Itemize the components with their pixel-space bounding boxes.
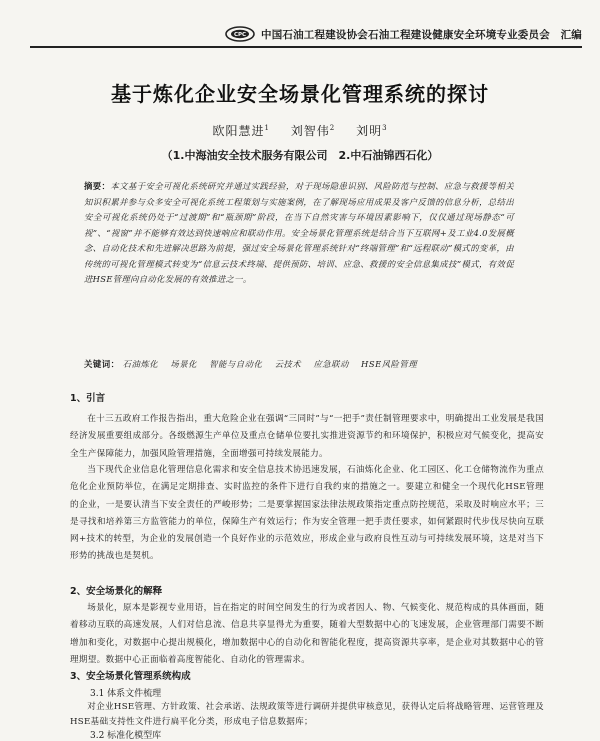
keyword: 智能与自动化 bbox=[209, 359, 263, 369]
author-affiliation-mark: 3 bbox=[382, 124, 388, 132]
keyword: HSE风险管理 bbox=[361, 359, 418, 369]
abstract-text: 本文基于安全可视化系统研究并通过实践经验，对于现场隐患识别、风险防范与控制、应急与救援等相关知识积累并参与众多安全可视化系统工程策划与实施案例，在了解现场应用成果及客户反馈的信息分析，总结出安全可视化系统仍处于“过渡期”和“瓶颈期”阶段，在当下自然灾害与环境因素影响下，仅仅通过现场静态“可视”、“视窗”并不能够有效达到快速响应和联动作用。安全场景化管理系统是结合当下互联网+及工业4.0发展概念、自动化技术和先进解决思路为前提，强过安全场景化管理系统针对“终端管理”和“远程联动”模式的变革，由传统的可视化管理模式转变为“信息云技术终端、提供预防、培训、应急、救援的安全信息集成技”模式，有效促进HSE管理向自动化发展的有效推进之一。 bbox=[84, 181, 515, 284]
logo-text: CPC bbox=[233, 32, 247, 39]
keyword: 应急联动 bbox=[313, 359, 349, 369]
subsection-heading: 3.1 体系文件梳理 bbox=[90, 689, 162, 699]
author bbox=[291, 124, 335, 138]
keywords-label: 关键词： bbox=[84, 359, 120, 369]
author-affiliation-mark: 2 bbox=[329, 124, 336, 132]
header-text: 中国石油工程建设协会石油工程建设健康安全环境专业委员会 汇编 bbox=[261, 28, 582, 41]
paragraph: 对企业HSE管理、方针政策、社会承诺、法规政策等进行调研并提供审核意见，获得认定后将战略管理、运营管理及HSE基础支持性文件进行扁平化分类，形成电子信息数据库； bbox=[70, 702, 544, 727]
section-heading-introduction: 1、引言 bbox=[70, 393, 106, 404]
running-header bbox=[30, 22, 582, 48]
paragraph: 在十三五政府工作报告指出，重大危险企业在强调“三同时”与“一把手”责任制管理要求中，明确提出工业发展是我国经济发展重要组成部分。各级燃源生产单位及重点仓储单位要扎实推进资源节约和环境保护，积极应对气候变化，提高安全生产保障能力，加强风险管理措施，全面增强可持续发展能力。 bbox=[70, 414, 544, 459]
paragraph: 当下现代企业信息化管理信息化需求和安全信息技术协迅速发展，石油炼化企业、化工园区、化工仓储物流作为重点危化企业预防举位，在满足定期排查、实时监控的条件下进行自我约束的措施之一。要建立和健全一个现代化HSE管理的企业，一是要认清当下安全责任的严峻形势；二是要掌握国家法律法规政策指定重点防控规范，采取及时响应水平；三是寻找和培养第三方监管能力的单位，保障生产有效运行；作为安全管理一把手责任要求，如何紧跟时代步伐尽快向互联网+技术的转型，为企业的发展创造一个良好作业的示范效应，形成企业与政府良性互动与可持续发展环境，这是对当下形势的挑战也是契机。 bbox=[70, 465, 544, 562]
author-affiliation-mark: 1 bbox=[264, 124, 270, 132]
keywords bbox=[84, 357, 514, 371]
author-list bbox=[0, 122, 600, 139]
affiliations: （1.中海油安全技术服务有限公司 2.中石油锦西石化） bbox=[161, 149, 439, 162]
organization-logo-icon bbox=[225, 26, 255, 42]
abstract bbox=[84, 179, 514, 288]
keyword: 石油炼化 bbox=[122, 359, 159, 369]
paper-title: 基于炼化企业安全场景化管理系统的探讨 bbox=[111, 82, 489, 106]
section-heading-system-composition: 3、安全场景化管理系统构成 bbox=[70, 671, 191, 682]
paragraph: 场景化，原本是影视专业用语，旨在指定的时间空间发生的行为或者因人、物、气候变化、规范构成的具体画面，随着移动互联的高速发展，人们对信息流、信息共享显得尤为重要，随着大型数据中心的飞速发展，企业管理部门需要不断增加和变化，对数据中心提出规模化，增加数据中心的自动化和智能化程度，提高资源共享率，是企业对其数据中心的管理期望。数据中心正面临着高度智能化、自动化的管理需求。 bbox=[70, 603, 544, 665]
abstract-label: 摘要： bbox=[84, 181, 111, 191]
author-name: 欧阳慧进 bbox=[212, 124, 265, 138]
author-name: 刘智伟 bbox=[290, 124, 330, 138]
author bbox=[212, 124, 269, 138]
author-name: 刘明 bbox=[356, 124, 383, 138]
author bbox=[356, 124, 387, 138]
subsection-heading: 3.2 标准化模型库 bbox=[90, 731, 162, 741]
keyword: 云技术 bbox=[274, 359, 302, 369]
section-heading-scenario-explanation: 2、安全场景化的解释 bbox=[70, 586, 163, 597]
keyword: 场景化 bbox=[170, 359, 197, 369]
